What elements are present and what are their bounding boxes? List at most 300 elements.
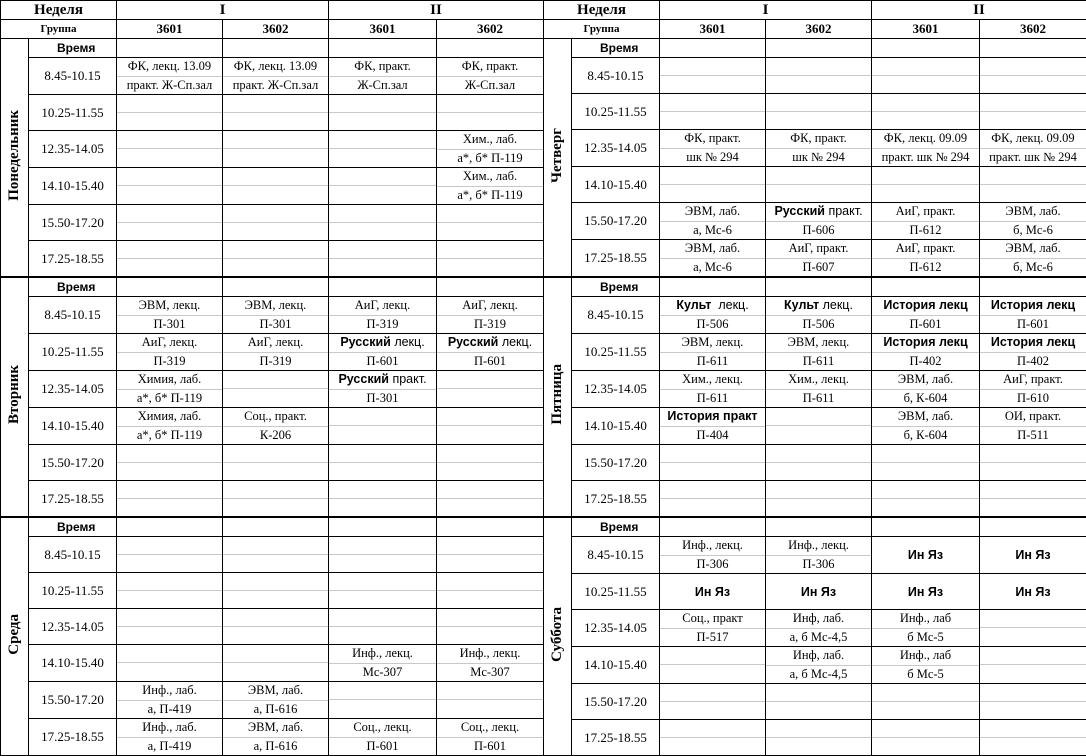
lesson-room: П-601 xyxy=(437,353,543,371)
lesson-name: Ин Яз xyxy=(801,585,836,599)
week-1-header: I xyxy=(660,1,872,20)
time-column-label: Время xyxy=(572,39,660,58)
slot-time: 15.50-17.20 xyxy=(29,682,117,719)
lesson-name: Ин Яз xyxy=(1015,585,1050,599)
blank-cell xyxy=(117,277,223,297)
slot-time: 17.25-18.55 xyxy=(29,481,117,518)
lesson-cell xyxy=(660,334,766,371)
lesson-subject-bold: История лекц xyxy=(883,298,967,312)
lesson-cell xyxy=(437,445,544,481)
lesson-cell xyxy=(660,720,766,756)
lesson-title xyxy=(660,297,765,316)
timeslot-row xyxy=(544,684,1086,720)
lesson-room: П-506 xyxy=(660,316,765,334)
lesson-title: Инф., лаб xyxy=(872,647,979,666)
lesson-cell xyxy=(660,408,766,445)
lesson-title xyxy=(329,334,436,353)
day-name-cell xyxy=(1,39,29,278)
lesson-cell xyxy=(329,645,437,682)
lesson-cell xyxy=(117,645,223,682)
lesson-cell xyxy=(872,334,980,371)
lesson-room: П-601 xyxy=(329,353,436,371)
lesson-cell xyxy=(766,445,872,481)
timeslot-row xyxy=(1,334,544,371)
lesson-cell xyxy=(766,58,872,94)
lesson-cell xyxy=(766,574,872,610)
lesson-type: лекц. xyxy=(711,298,748,312)
timeslot-row xyxy=(1,719,544,756)
lesson-type: лекц. xyxy=(391,335,425,349)
day-name-cell xyxy=(544,277,572,517)
blank-cell xyxy=(329,39,437,58)
lesson-subject-bold: Русский xyxy=(338,372,389,386)
lesson-cell xyxy=(223,168,329,205)
group-header: 3601 xyxy=(660,20,766,39)
lesson-room: а, П-616 xyxy=(223,738,328,756)
lesson-cell xyxy=(980,167,1086,203)
lesson-room: П-301 xyxy=(223,316,328,334)
blank-cell xyxy=(980,517,1086,537)
lesson-cell xyxy=(117,241,223,278)
blank-cell xyxy=(660,39,766,58)
lesson-cell xyxy=(766,408,872,445)
slot-time: 10.25-11.55 xyxy=(572,334,660,371)
lesson-title: ФК, лекц. 09.09 xyxy=(872,130,979,149)
group-header: 3601 xyxy=(329,20,437,39)
lesson-cell xyxy=(329,481,437,518)
lesson-room: Ж-Сп.зал xyxy=(437,77,543,95)
lesson-title: ЭВМ, лекц. xyxy=(117,297,222,316)
lesson-title: Инф., лекц. xyxy=(329,645,436,664)
slot-time: 14.10-15.40 xyxy=(572,647,660,684)
lesson-cell xyxy=(980,58,1086,94)
lesson-cell xyxy=(329,58,437,95)
lesson-cell xyxy=(329,297,437,334)
lesson-room: П-511 xyxy=(980,427,1086,445)
lesson-title: АиГ, практ. xyxy=(872,240,979,259)
lesson-cell xyxy=(223,241,329,278)
slot-time: 15.50-17.20 xyxy=(29,205,117,241)
day-name: Среда xyxy=(6,614,23,655)
slot-time: 8.45-10.15 xyxy=(29,297,117,334)
lesson-title: ЭВМ, лекц. xyxy=(660,334,765,353)
lesson-room: шк № 294 xyxy=(766,149,871,167)
lesson-title: Хим., лекц. xyxy=(766,371,871,390)
lesson-title: Хим., лаб. xyxy=(437,131,543,150)
day-name: Понедельник xyxy=(6,110,23,201)
lesson-room: П-517 xyxy=(660,629,765,647)
slot-time: 8.45-10.15 xyxy=(572,297,660,334)
lesson-title: ЭВМ, лаб. xyxy=(980,203,1086,222)
lesson-cell xyxy=(223,95,329,131)
lesson-cell xyxy=(223,481,329,518)
time-column-label: Время xyxy=(29,277,117,297)
lesson-title: Химия, лаб. xyxy=(117,408,222,427)
lesson-cell xyxy=(872,371,980,408)
slot-time: 14.10-15.40 xyxy=(572,167,660,203)
lesson-title: ЭВМ, лаб. xyxy=(872,408,979,427)
lesson-cell xyxy=(980,610,1086,647)
lesson-cell xyxy=(437,334,544,371)
lesson-cell xyxy=(980,94,1086,130)
lesson-room: П-306 xyxy=(766,556,871,574)
slot-time: 15.50-17.20 xyxy=(572,684,660,720)
lesson-title xyxy=(872,297,979,316)
lesson-room: П-306 xyxy=(660,556,765,574)
lesson-room: б Мс-5 xyxy=(872,629,979,647)
lesson-room: П-612 xyxy=(872,222,979,240)
lesson-cell xyxy=(437,131,544,168)
lesson-cell xyxy=(117,609,223,645)
lesson-cell xyxy=(660,445,766,481)
lesson-room: К-206 xyxy=(223,427,328,445)
lesson-cell xyxy=(223,609,329,645)
lesson-cell xyxy=(766,203,872,240)
lesson-title: ЭВМ, лаб. xyxy=(223,719,328,738)
lesson-cell xyxy=(766,297,872,334)
lesson-room: П-301 xyxy=(117,316,222,334)
lesson-cell xyxy=(117,371,223,408)
lesson-type: практ. xyxy=(825,204,863,218)
lesson-title: ЭВМ, лаб. xyxy=(872,371,979,390)
lesson-cell xyxy=(660,481,766,518)
lesson-room: П-319 xyxy=(329,316,436,334)
lesson-cell xyxy=(980,647,1086,684)
slot-time: 8.45-10.15 xyxy=(29,537,117,573)
lesson-title: ЭВМ, лекц. xyxy=(766,334,871,353)
slot-time: 10.25-11.55 xyxy=(29,334,117,371)
lesson-subject-bold: Русский xyxy=(448,335,499,349)
lesson-title: Соц., практ xyxy=(660,610,765,629)
week-2-header: II xyxy=(872,1,1086,20)
lesson-title: Инф, лаб. xyxy=(766,610,871,629)
group-header: 3602 xyxy=(223,20,329,39)
lesson-cell xyxy=(117,131,223,168)
lesson-title: АиГ, лекц. xyxy=(117,334,222,353)
lesson-title: АиГ, практ. xyxy=(766,240,871,259)
slot-time: 14.10-15.40 xyxy=(29,168,117,205)
lesson-cell xyxy=(660,684,766,720)
lesson-cell xyxy=(980,445,1086,481)
lesson-cell xyxy=(437,609,544,645)
lesson-title: ЭВМ, лаб. xyxy=(223,682,328,701)
lesson-cell xyxy=(660,647,766,684)
timeslot-row xyxy=(544,94,1086,130)
blank-cell xyxy=(766,277,872,297)
lesson-room: практ. Ж-Сп.зал xyxy=(117,77,222,95)
lesson-cell xyxy=(117,334,223,371)
lesson-cell xyxy=(872,408,980,445)
lesson-room: Мс-307 xyxy=(329,664,436,682)
blank-cell xyxy=(766,39,872,58)
group-header: 3602 xyxy=(437,20,544,39)
lesson-title: Химия, лаб. xyxy=(117,371,222,390)
slot-time: 14.10-15.40 xyxy=(572,408,660,445)
lesson-room: а, б Мс-4,5 xyxy=(766,666,871,684)
lesson-cell xyxy=(980,371,1086,408)
slot-time: 8.45-10.15 xyxy=(29,58,117,95)
lesson-subject-bold: История лекц xyxy=(991,335,1075,349)
lesson-cell xyxy=(329,241,437,278)
lesson-title: АиГ, лекц. xyxy=(437,297,543,316)
lesson-subject-bold: Культ xyxy=(676,298,711,312)
schedule-left-half xyxy=(0,0,543,747)
slot-time: 14.10-15.40 xyxy=(29,645,117,682)
lesson-cell xyxy=(437,241,544,278)
day-name-cell xyxy=(1,517,29,756)
lesson-subject-bold: Культ xyxy=(784,298,819,312)
lesson-cell xyxy=(980,720,1086,756)
lesson-title: Хим., лекц. xyxy=(660,371,765,390)
lesson-title xyxy=(766,297,871,316)
group-header: 3601 xyxy=(117,20,223,39)
blank-cell xyxy=(329,517,437,537)
lesson-cell xyxy=(660,574,766,610)
timeslot-row xyxy=(1,682,544,719)
lesson-cell xyxy=(437,58,544,95)
lesson-cell xyxy=(766,610,872,647)
lesson-cell xyxy=(872,684,980,720)
blank-cell xyxy=(980,277,1086,297)
day-name-cell xyxy=(544,517,572,756)
timeslot-row xyxy=(544,371,1086,408)
slot-time: 15.50-17.20 xyxy=(572,203,660,240)
lesson-cell xyxy=(437,168,544,205)
lesson-cell xyxy=(872,481,980,518)
lesson-room: практ. шк № 294 xyxy=(980,149,1086,167)
day-name: Суббота xyxy=(549,607,566,662)
lesson-cell xyxy=(329,371,437,408)
day-name: Пятница xyxy=(549,364,566,425)
lesson-title: ЭВМ, лаб. xyxy=(660,240,765,259)
blank-cell xyxy=(437,277,544,297)
lesson-cell xyxy=(660,371,766,408)
lesson-room: П-611 xyxy=(766,390,871,408)
timeslot-row xyxy=(544,537,1086,574)
lesson-room: П-612 xyxy=(872,259,979,277)
week-label: Неделя xyxy=(1,1,117,20)
lesson-room: П-611 xyxy=(766,353,871,371)
lesson-cell xyxy=(660,94,766,130)
lesson-room: П-611 xyxy=(660,353,765,371)
group-label: Группа xyxy=(544,20,660,39)
lesson-title: Инф., лаб. xyxy=(117,682,222,701)
day-name: Четверг xyxy=(549,128,566,183)
lesson-cell xyxy=(660,537,766,574)
blank-cell xyxy=(872,517,980,537)
lesson-subject-bold: История лекц xyxy=(883,335,967,349)
group-header: 3602 xyxy=(766,20,872,39)
lesson-cell xyxy=(766,94,872,130)
slot-time: 12.35-14.05 xyxy=(572,610,660,647)
lesson-title: ЭВМ, лаб. xyxy=(660,203,765,222)
lesson-title: ФК, лекц. 13.09 xyxy=(117,58,222,77)
lesson-cell xyxy=(872,537,980,574)
lesson-cell xyxy=(872,130,980,167)
lesson-cell xyxy=(766,371,872,408)
lesson-cell xyxy=(437,645,544,682)
lesson-cell xyxy=(437,297,544,334)
lesson-room: П-607 xyxy=(766,259,871,277)
lesson-cell xyxy=(872,94,980,130)
timeslot-row xyxy=(1,297,544,334)
slot-time: 15.50-17.20 xyxy=(29,445,117,481)
lesson-title: ЭВМ, лекц. xyxy=(223,297,328,316)
lesson-cell xyxy=(117,445,223,481)
lesson-cell xyxy=(223,445,329,481)
blank-cell xyxy=(980,39,1086,58)
lesson-cell xyxy=(980,130,1086,167)
timeslot-row xyxy=(544,130,1086,167)
lesson-cell xyxy=(329,168,437,205)
timeslot-row xyxy=(544,574,1086,610)
lesson-room: П-402 xyxy=(980,353,1086,371)
slot-time: 12.35-14.05 xyxy=(572,130,660,167)
slot-time: 17.25-18.55 xyxy=(29,241,117,278)
time-column-label: Время xyxy=(572,277,660,297)
lesson-cell xyxy=(872,58,980,94)
lesson-cell xyxy=(766,334,872,371)
lesson-room: б, К-604 xyxy=(872,427,979,445)
lesson-title xyxy=(766,203,871,222)
slot-time: 10.25-11.55 xyxy=(572,94,660,130)
lesson-cell xyxy=(437,371,544,408)
lesson-room: а*, б* П-119 xyxy=(437,150,543,168)
lesson-title: ФК, практ. xyxy=(660,130,765,149)
timeslot-row xyxy=(544,408,1086,445)
lesson-title: АиГ, практ. xyxy=(980,371,1086,390)
lesson-cell xyxy=(223,537,329,573)
lesson-cell xyxy=(660,610,766,647)
week-1-header: I xyxy=(117,1,329,20)
timeslot-row xyxy=(544,720,1086,756)
lesson-cell xyxy=(117,297,223,334)
lesson-room: П-301 xyxy=(329,390,436,408)
blank-cell xyxy=(117,39,223,58)
group-header: 3602 xyxy=(980,20,1086,39)
lesson-room: практ. шк № 294 xyxy=(872,149,979,167)
lesson-room: П-319 xyxy=(223,353,328,371)
lesson-type: лекц. xyxy=(498,335,532,349)
lesson-room: П-506 xyxy=(766,316,871,334)
lesson-cell xyxy=(660,130,766,167)
lesson-title: Инф, лаб. xyxy=(766,647,871,666)
slot-time: 17.25-18.55 xyxy=(572,720,660,756)
time-column-label: Время xyxy=(29,39,117,58)
lesson-title xyxy=(980,334,1086,353)
lesson-cell xyxy=(437,205,544,241)
timeslot-row xyxy=(1,58,544,95)
lesson-cell xyxy=(117,537,223,573)
timeslot-row xyxy=(544,58,1086,94)
lesson-room: б, Мс-6 xyxy=(980,259,1086,277)
lesson-room: П-601 xyxy=(329,738,436,756)
lesson-title: ФК, практ. xyxy=(766,130,871,149)
timeslot-row xyxy=(544,334,1086,371)
lesson-room: П-601 xyxy=(980,316,1086,334)
lesson-title xyxy=(872,334,979,353)
blank-cell xyxy=(437,39,544,58)
timeslot-row xyxy=(1,481,544,518)
slot-time: 17.25-18.55 xyxy=(572,481,660,518)
lesson-title: Инф., лекц. xyxy=(437,645,543,664)
lesson-name: Ин Яз xyxy=(1015,548,1050,562)
lesson-cell xyxy=(980,481,1086,518)
lesson-cell xyxy=(872,610,980,647)
lesson-room: а*, б* П-119 xyxy=(437,187,543,205)
time-column-label: Время xyxy=(572,517,660,537)
lesson-title: Соц., практ. xyxy=(223,408,328,427)
group-label: Группа xyxy=(1,20,117,39)
lesson-cell xyxy=(660,203,766,240)
lesson-cell xyxy=(223,334,329,371)
lesson-room: а, П-419 xyxy=(117,738,222,756)
lesson-cell xyxy=(223,297,329,334)
lesson-cell xyxy=(766,537,872,574)
slot-time: 17.25-18.55 xyxy=(29,719,117,756)
lesson-cell xyxy=(660,58,766,94)
lesson-cell xyxy=(437,537,544,573)
lesson-room: практ. Ж-Сп.зал xyxy=(223,77,328,95)
lesson-cell xyxy=(766,167,872,203)
blank-cell xyxy=(117,517,223,537)
lesson-room: а, П-419 xyxy=(117,701,222,719)
lesson-cell xyxy=(117,168,223,205)
lesson-title: Соц., лекц. xyxy=(437,719,543,738)
lesson-cell xyxy=(223,408,329,445)
timeslot-row xyxy=(1,445,544,481)
lesson-subject-bold: Русский xyxy=(774,204,825,218)
lesson-cell xyxy=(117,481,223,518)
blank-cell xyxy=(223,277,329,297)
timeslot-row xyxy=(1,241,544,278)
lesson-cell xyxy=(437,408,544,445)
lesson-cell xyxy=(329,408,437,445)
lesson-cell xyxy=(117,58,223,95)
lesson-title: ФК, практ. xyxy=(329,58,436,77)
slot-time: 10.25-11.55 xyxy=(572,574,660,610)
slot-time: 12.35-14.05 xyxy=(29,609,117,645)
lesson-name: Ин Яз xyxy=(908,585,943,599)
right-timetable xyxy=(543,0,1086,756)
lesson-cell xyxy=(437,719,544,756)
lesson-room: б, К-604 xyxy=(872,390,979,408)
lesson-room: б, Мс-6 xyxy=(980,222,1086,240)
lesson-title: Инф., лаб xyxy=(872,610,979,629)
lesson-cell xyxy=(872,445,980,481)
lesson-cell xyxy=(117,95,223,131)
lesson-cell xyxy=(329,537,437,573)
lesson-cell xyxy=(872,574,980,610)
day-name-cell xyxy=(1,277,29,517)
lesson-cell xyxy=(872,297,980,334)
lesson-cell xyxy=(329,205,437,241)
blank-cell xyxy=(223,517,329,537)
lesson-cell xyxy=(872,720,980,756)
lesson-room: П-319 xyxy=(437,316,543,334)
lesson-name: Ин Яз xyxy=(695,585,730,599)
timeslot-row xyxy=(544,240,1086,278)
lesson-room: а, Мс-6 xyxy=(660,222,765,240)
lesson-room: П-610 xyxy=(980,390,1086,408)
lesson-cell xyxy=(329,682,437,719)
lesson-room: П-611 xyxy=(660,390,765,408)
lesson-title: ОИ, практ. xyxy=(980,408,1086,427)
lesson-cell xyxy=(660,297,766,334)
slot-time: 10.25-11.55 xyxy=(29,573,117,609)
lesson-title: АиГ, лекц. xyxy=(223,334,328,353)
lesson-title xyxy=(329,371,436,390)
